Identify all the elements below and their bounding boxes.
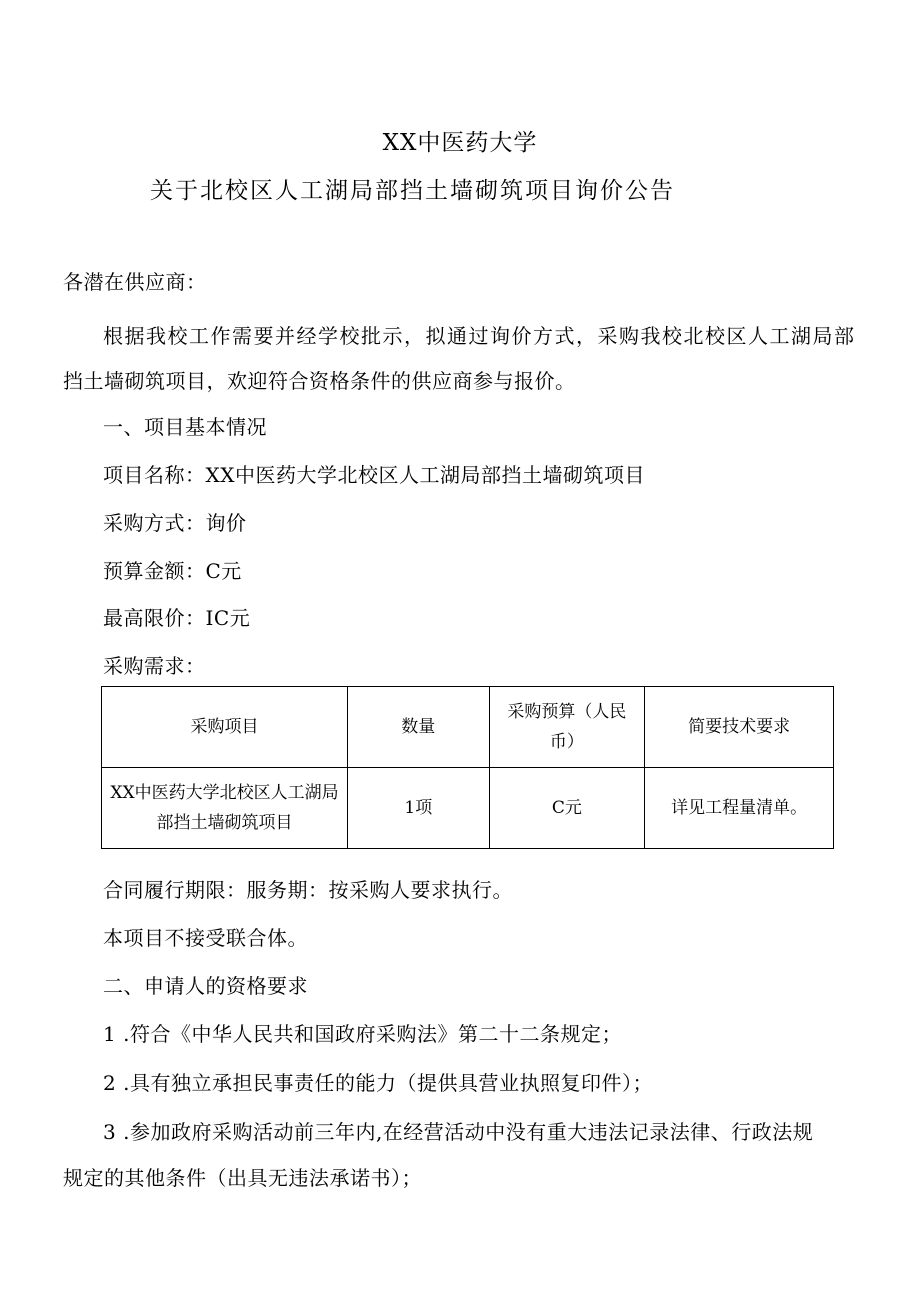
document-subtitle: 关于北校区人工湖局部挡土墙砌筑项目询价公告 — [150, 178, 675, 204]
table-header-cell: 采购预算（人民币） — [489, 687, 645, 768]
table-cell: C元 — [489, 768, 645, 849]
salutation: 各潜在供应商： — [63, 270, 207, 294]
qualification-item-2: 2 .具有独立承担民事责任的能力（提供具营业执照复印件）； — [103, 1071, 653, 1095]
demand-label: 采购需求： — [103, 654, 206, 678]
contract-term: 合同履行期限：服务期：按采购人要求执行。 — [103, 878, 513, 902]
table-cell: 1项 — [348, 768, 490, 849]
table-header-cell: 简要技术要求 — [645, 687, 834, 768]
project-name: 项目名称：XX中医药大学北校区人工湖局部挡土墙砌筑项目 — [103, 463, 645, 487]
section-2-heading: 二、申请人的资格要求 — [103, 974, 308, 998]
intro-line-2: 挡土墙砌筑项目，欢迎符合资格条件的供应商参与报价。 — [63, 369, 576, 393]
max-price: 最高限价：IC元 — [103, 606, 251, 630]
consortium-note: 本项目不接受联合体。 — [103, 926, 308, 950]
procurement-method: 采购方式：询价 — [103, 511, 247, 535]
qualification-item-3-cont: 规定的其他条件（出具无违法承诺书）； — [63, 1166, 422, 1190]
document-title: XX中医药大学 — [382, 130, 538, 156]
requirements-table — [101, 686, 834, 849]
table-header-cell: 采购项目 — [102, 687, 348, 768]
table-cell: 详见工程量清单。 — [645, 768, 834, 849]
table-header-cell: 数量 — [348, 687, 490, 768]
section-1-heading: 一、项目基本情况 — [103, 415, 267, 439]
qualification-item-3: 3 .参加政府采购活动前三年内,在经营活动中没有重大违法记录法律、行政法规 — [103, 1120, 814, 1144]
table-header-row — [102, 687, 834, 768]
table-cell: XX中医药大学北校区人工湖局部挡土墙砌筑项目 — [102, 768, 348, 849]
intro-line-1: 根据我校工作需要并经学校批示，拟通过询价方式，采购我校北校区人工湖局部 — [103, 324, 856, 348]
table-row — [102, 768, 834, 849]
qualification-item-1: 1 .符合《中华人民共和国政府采购法》第二十二条规定； — [103, 1022, 622, 1046]
budget-amount: 预算金额：C元 — [103, 559, 242, 583]
